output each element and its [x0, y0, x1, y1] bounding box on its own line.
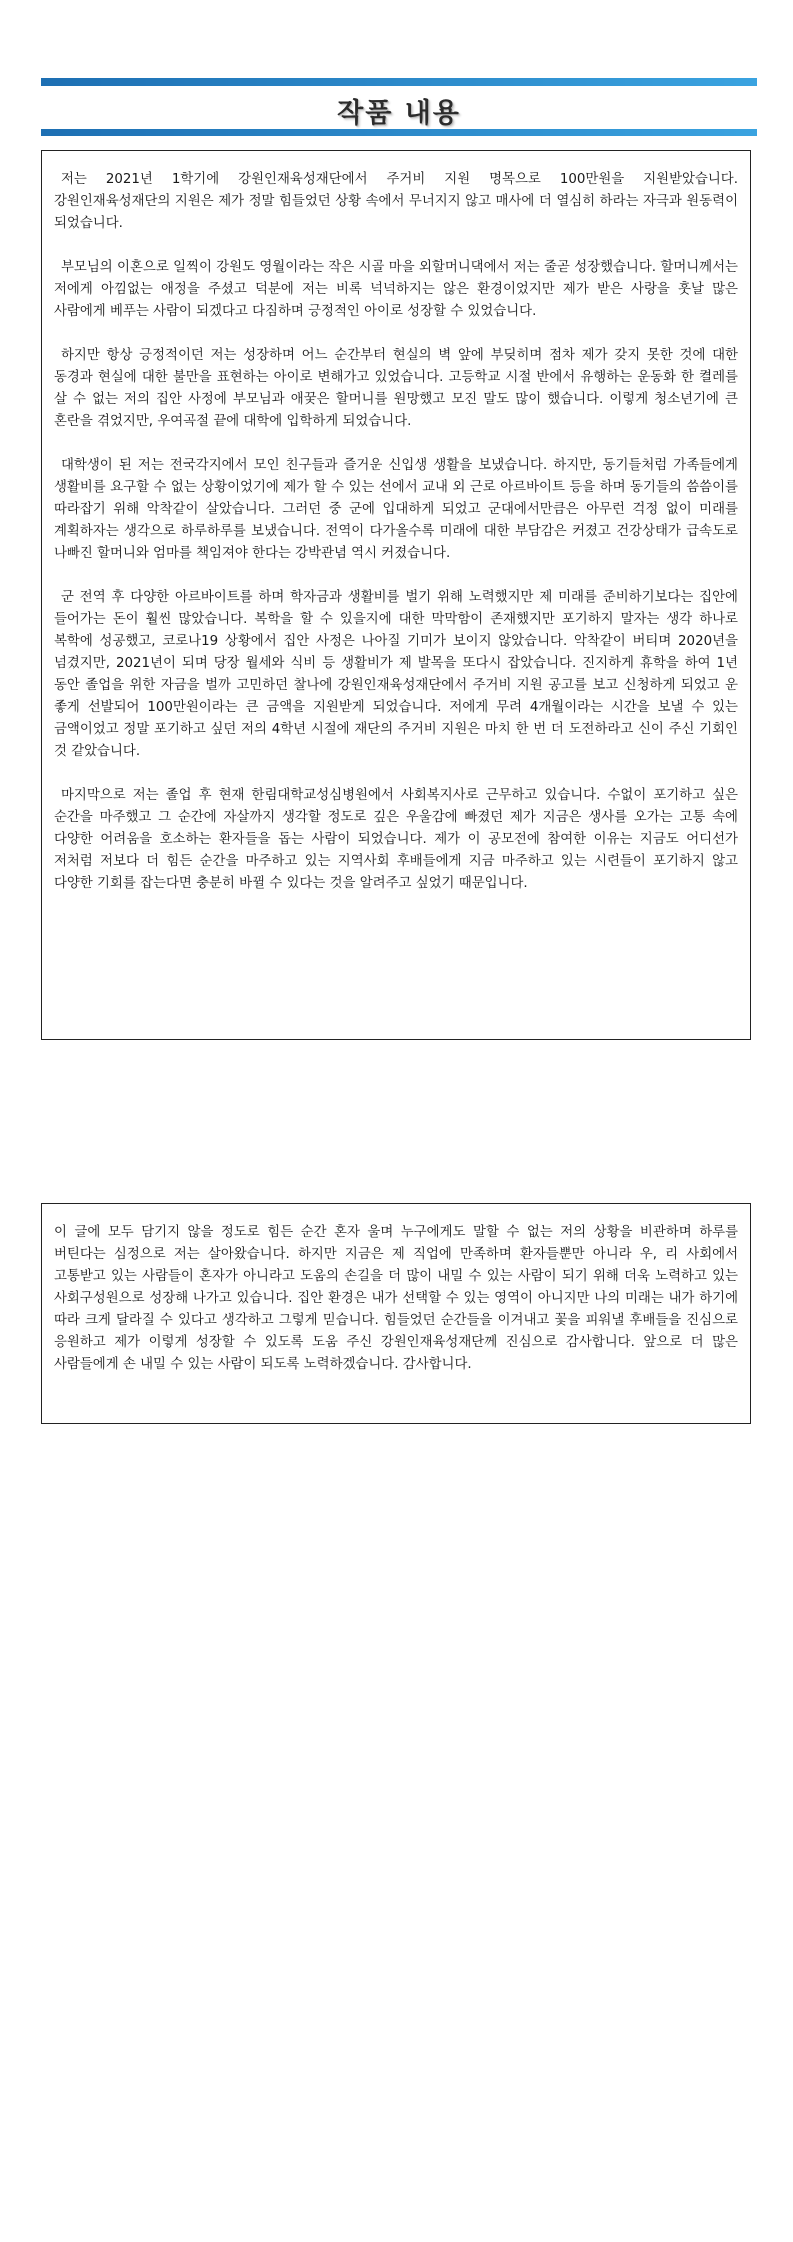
title-top-bar — [41, 78, 757, 86]
paragraph: 저는 2021년 1학기에 강원인재육성재단에서 주거비 지원 명목으로 100만원을 지원받았습니다. 강원인재육성재단의 지원은 제가 정말 힘들었던 상황 속에서 무너지지 않고 매사에 더 열심히 하라는 자극과 원동력이 되었습니다. — [54, 172, 738, 231]
title-bottom-bar — [41, 129, 757, 136]
paragraph: 하지만 항상 긍정적이던 저는 성장하며 어느 순간부터 현실의 벽 앞에 부딪히며 점차 제가 갖지 못한 것에 대한 동경과 현실에 대한 불만을 표현하는 아이로 변해가고 있었습니다. 고등학교 시절 반에서 유행하는 운동화 한 켤레를 살 수 없는 저의 집안 사정에 부모님과 애꿎은 할머니를 원망했고 모진 말도 많이 했습니다. 이렇게 청소년기에 큰 혼란을 겪었지만, 우여곡절 끝에 대학에 입학하게 되었습니다. — [54, 348, 738, 429]
paragraph: 마지막으로 저는 졸업 후 현재 한림대학교성심병원에서 사회복지사로 근무하고 있습니다. 수없이 포기하고 싶은 순간을 마주했고 그 순간에 자살까지 생각할 정도로 깊은 우울감에 빠졌던 제가 지금은 생사를 오가는 고통 속에 다양한 어려움을 호소하는 환자들을 돕는 사람이 되었습니다. 제가 이 공모전에 참여한 이유는 지금도 어디선가 저처럼 저보다 더 힘든 순간을 마주하고 있는 지역사회 후배들에게 지금 마주하고 있는 시련들이 포기하지 않고 다양한 기회를 잡는다면 충분히 바뀔 수 있다는 것을 알려주고 싶었기 때문입니다. — [54, 788, 738, 891]
paragraph: 대학생이 된 저는 전국각지에서 모인 친구들과 즐거운 신입생 생활을 보냈습니다. 하지만, 동기들처럼 가족들에게 생활비를 요구할 수 없는 상황이었기에 제가 할 수 있는 선에서 교내 외 근로 아르바이트 등을 하며 동기들의 씀씀이를 따라잡기 위해 악착같이 살았습니다. 그러던 중 군에 입대하게 되었고 군대에서만큼은 아무런 걱정 없이 미래를 계획하자는 생각으로 하루하루를 보냈습니다. 전역이 다가올수록 미래에 대한 부담감은 커졌고 건강상태가 급속도로 나빠진 할머니와 엄마를 책임져야 한다는 강박관념 역시 커졌습니다. — [54, 458, 738, 561]
paragraph: 부모님의 이혼으로 일찍이 강원도 영월이라는 작은 시골 마을 외할머니댁에서 저는 줄곧 성장했습니다. 할머니께서는 저에게 아낌없는 애정을 주셨고 덕분에 저는 비록 넉넉하지는 않은 환경이었지만 제가 받은 사랑을 훗날 많은 사람에게 베푸는 사람이 되겠다고 다짐하며 긍정적인 아이로 성장할 수 있었습니다. — [54, 260, 738, 319]
content-box-1 — [41, 150, 751, 1040]
paragraph: 이 글에 모두 담기지 않을 정도로 힘든 순간 혼자 울며 누구에게도 말할 수 없는 저의 상황을 비관하며 하루를 버틴다는 심정으로 저는 살아왔습니다. 하지만 지금은 제 직업에 만족하며 환자들뿐만 아니라 우, 리 사회에서 고통받고 있는 사람들이 혼자가 아니라고 도움의 손길을 더 많이 내밀 수 있는 사람이 되기 위해 더욱 노력하고 있는 사회구성원으로 성장해 나가고 있습니다. 집안 환경은 내가 선택할 수 있는 영역이 아니지만 나의 미래는 내가 하기에 따라 크게 달라질 수 있다고 생각하고 그렇게 믿습니다. 힘들었던 순간들을 이겨내고 꽃을 피워낼 후배들을 진심으로 응원하고 제가 이렇게 성장할 수 있도록 도움 주신 강원인재육성재단께 진심으로 감사합니다. 앞으로 더 많은 사람들에게 손 내밀 수 있는 사람이 되도록 노력하겠습니다. 감사합니다. — [54, 1225, 738, 1372]
page-title: 작품 내용 — [337, 98, 461, 129]
paragraph: 군 전역 후 다양한 아르바이트를 하며 학자금과 생활비를 벌기 위해 노력했지만 제 미래를 준비하기보다는 집안에 들어가는 돈이 훨씬 많았습니다. 복학을 할 수 있을지에 대한 막막함이 존재했지만 포기하지 말자는 생각 하나로 복학에 성공했고, 코로나19 상황에서 집안 사정은 나아질 기미가 보이지 않았습니다. 악착같이 버티며 2020년을 넘겼지만, 2021년이 되며 당장 월세와 식비 등 생활비가 제 발목을 또다시 잡았습니다. 진지하게 휴학을 하여 1년 동안 졸업을 위한 자금을 벌까 고민하던 찰나에 강원인재육성재단에서 주거비 지원 공고를 보고 신청하게 되었고 운 좋게 선발되어 100만원이라는 큰 금액을 지원받게 되었습니다. 저에게 무려 4개월이라는 시간을 보낼 수 있는 금액이었고 정말 포기하고 싶던 저의 4학년 시절에 재단의 주거비 지원은 마치 한 번 더 도전하라고 신이 주신 기회인 것 같았습니다. — [54, 590, 738, 759]
title-band — [41, 78, 757, 136]
content-box-2 — [41, 1203, 751, 1424]
